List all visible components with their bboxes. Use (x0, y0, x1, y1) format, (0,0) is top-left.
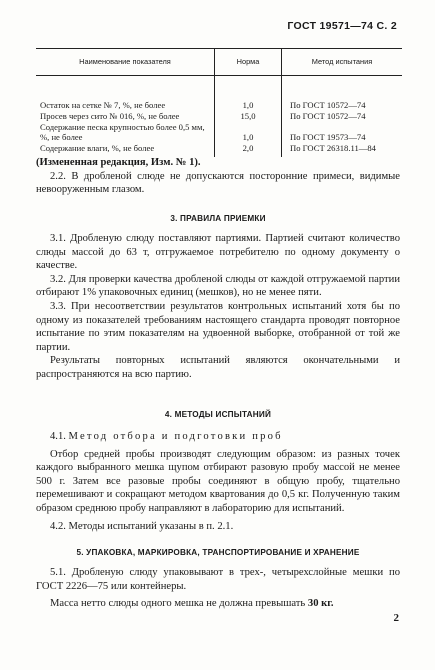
section-4-text (36, 430, 400, 533)
paragraph-3-1: 3.1. Дробленую слюду поставляют партиями. Партией считают количество слюды массой до 63 т, отгружаемое потребителю по одному документу о качестве. (36, 233, 400, 272)
row-norm: 1,0 (215, 76, 282, 111)
paragraph-2-2: 2.2. В дробленой слюде не допускаются посторонние примеси, видимые невооруженным глазом. (36, 170, 400, 196)
row-name: Просев через сито № 016, %, не более (36, 110, 215, 121)
col-header-method: Метод испытания (282, 49, 403, 76)
table-row (36, 110, 402, 121)
paragraph-3-3: 3.3. При несоответствии результатов контрольных испытаний хотя бы по одному из показателей требованиям настоящего стандарта проводят повторное испытание по этим показателям на удвоенной выборке, отобранной от той же партии. (36, 300, 400, 353)
section-3-heading: 3. ПРАВИЛА ПРИЕМКИ (170, 214, 266, 223)
row-name: Содержание песка крупностью более 0,5 мм, %, не более (36, 121, 215, 142)
paragraph-4-1-number: 4.1. (50, 431, 66, 442)
table-row (36, 121, 402, 142)
row-method: По ГОСТ 26318.11—84 (290, 143, 376, 153)
mass-value: 30 кг. (307, 598, 334, 610)
row-norm: 2,0 (215, 142, 282, 157)
row-method: По ГОСТ 10572—74 (290, 100, 366, 110)
page-number: 2 (393, 612, 399, 624)
mass-text: Масса нетто слюды одного мешка не должна превышать (50, 598, 306, 610)
row-method: По ГОСТ 10572—74 (290, 111, 366, 121)
row-norm: 1,0 (215, 121, 282, 142)
row-name: Остаток на сетке № 7, %, не более (36, 76, 215, 111)
norms-table (36, 48, 402, 157)
row-name: Содержание влаги, %, не более (36, 142, 215, 157)
paragraph-3-3-results: Результаты повторных испытаний являются окончательными и распространяются на всю партию. (36, 355, 400, 380)
row-norm: 15,0 (215, 110, 282, 121)
paragraph-4-2: 4.2. Методы испытаний указаны в п. 2.1. (50, 520, 234, 532)
table-row (36, 142, 402, 157)
section-3-text (36, 232, 400, 382)
paragraph-4-1-body: Отбор средней пробы производят следующим образом: из разных точек каждого выбранного мешка щупом отбирают разовую пробу массой не менее 500 г. Затем все разовые пробы соединяют в общую пробу, тщательно перемешивают и сокращают методом квартования до 0,5 кг. Полученную таким образом среднюю пробу направляют в лабораторию для испытаний. (36, 448, 400, 514)
section-4-heading: 4. МЕТОДЫ ИСПЫТАНИЙ (164, 410, 272, 419)
paragraph-5-1: 5.1. Дробленую слюду упаковывают в трех-, четырехслойные мешки по ГОСТ 2226—75 или контейнеры. (36, 567, 400, 592)
table-row (36, 76, 402, 111)
section-5-text (36, 566, 400, 611)
paragraph-4-1-title: Метод отбора и подготовки проб (68, 431, 283, 442)
paragraph-5-1-mass (36, 597, 400, 611)
row-method: По ГОСТ 19573—74 (290, 132, 366, 142)
section-2-text (36, 156, 400, 197)
revision-note: (Измененная редакция, Изм. № 1). (36, 157, 201, 168)
page-header: ГОСТ 19571—74 С. 2 (287, 20, 397, 32)
section-5-heading: 5. УПАКОВКА, МАРКИРОВКА, ТРАНСПОРТИРОВАНИЕ И ХРАНЕНИЕ (76, 548, 360, 557)
col-header-name: Наименование показателя (36, 49, 215, 76)
col-header-norm: Норма (215, 49, 282, 76)
paragraph-4-1-heading (36, 430, 400, 444)
paragraph-3-2: 3.2. Для проверки качества дробленой слюды от каждой отгружаемой партии отбирают 1% упаковочных единиц (мешков), но не менее пяти. (36, 273, 400, 299)
